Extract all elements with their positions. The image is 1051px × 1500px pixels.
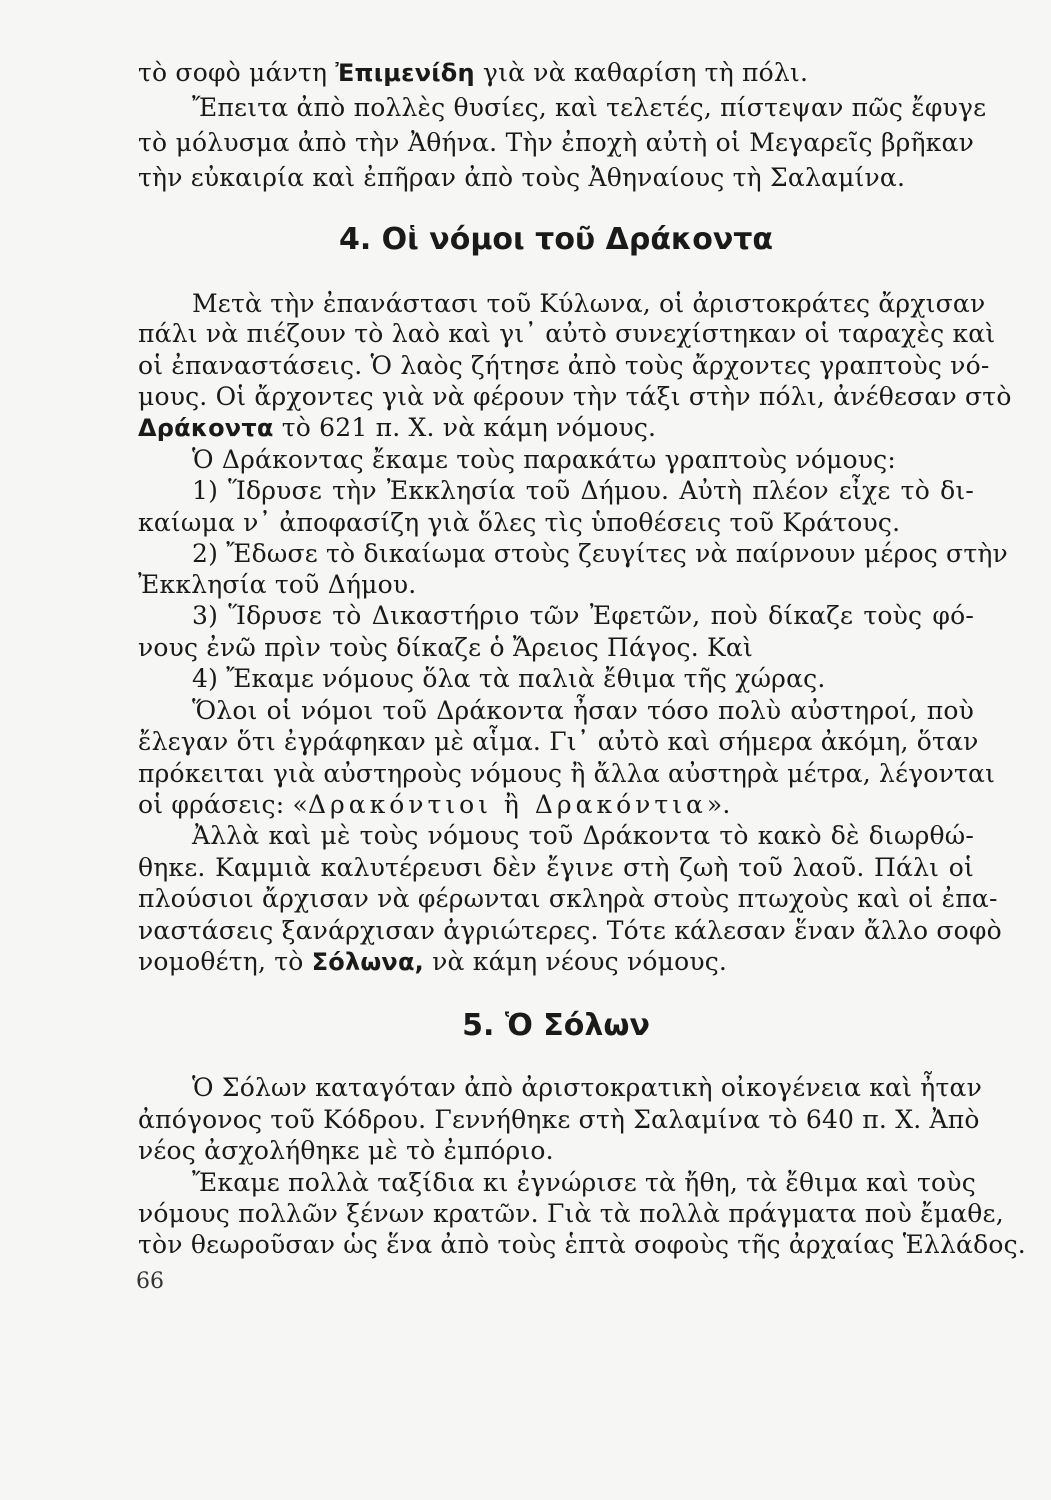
- list-item: 1) Ἵδρυσε τὴν Ἐκκλησία τοῦ Δήμου. Αὐτὴ πλέον εἶχε τὸ δι-: [192, 476, 974, 505]
- text-line: [138, 411, 974, 445]
- text-line: τὴν εὐκαιρία καὶ ἐπῆραν ἀπὸ τοὺς Ἀθηναίους τὴ Σαλαμίνα.: [138, 163, 906, 192]
- bold-name: Ἐπιμενίδη: [335, 59, 475, 87]
- text-line: νους ἐνῶ πρὶν τοὺς δίκαζε ὁ Ἄρειος Πάγος. Καὶ: [138, 633, 753, 662]
- text-line: [138, 56, 974, 90]
- text-line: πάλι νὰ πιέζουν τὸ λαὸ καὶ γι᾿ αὐτὸ συνεχίστηκαν οἱ ταραχὲς καὶ: [138, 319, 996, 348]
- text-line: Ἔπειτα ἀπὸ πολλὲς θυσίες, καὶ τελετές, πίστεψαν πῶς ἔφυγε: [192, 93, 987, 122]
- text-span: τὸ σοφὸ μάντη: [138, 58, 336, 87]
- text-span: γιὰ νὰ καθαρίση τὴ πόλι.: [474, 58, 809, 87]
- text-span: νομοθέτη, τὸ: [138, 947, 312, 976]
- text-line: ἀπόγονος τοῦ Κόδρου. Γεννήθηκε στὴ Σαλαμίνα τὸ 640 π. Χ. Ἀπὸ: [138, 1105, 980, 1134]
- text-line: νόμους πολλῶν ξένων κρατῶν. Γιὰ τὰ πολλὰ πράγματα ποὺ ἔμαθε,: [138, 1199, 1004, 1228]
- text-line: ἔλεγαν ὅτι ἐγράφηκαν μὲ αἷμα. Γι᾿ αὐτὸ καὶ σήμερα ἀκόμη, ὅταν: [138, 727, 979, 756]
- page-number: 66: [136, 1269, 164, 1294]
- section-heading: 5. Ὁ Σόλων: [462, 1008, 650, 1043]
- text-line: καίωμα ν᾿ ἀποφασίζη γιὰ ὅλες τὶς ὑποθέσεις τοῦ Κράτους.: [138, 508, 901, 537]
- text-line: [138, 945, 974, 979]
- text-line: Ἀλλὰ καὶ μὲ τοὺς νόμους τοῦ Δράκοντα τὸ κακὸ δὲ διωρθώ-: [192, 821, 974, 850]
- text-span: ».: [706, 790, 731, 819]
- text-line: ναστάσεις ξανάρχισαν ἀγριώτερες. Τότε κάλεσαν ἕναν ἄλλο σοφὸ: [138, 916, 1002, 945]
- text-span: τὸ 621 π. Χ. νὰ κάμη νόμους.: [273, 413, 657, 442]
- text-line: πρόκειται γιὰ αὐστηροὺς νόμους ἢ ἄλλα αὐστηρὰ μέτρα, λέγονται: [138, 759, 996, 788]
- list-item: 2) Ἔδωσε τὸ δικαίωμα στοὺς ζευγίτες νὰ παίρνουν μέρος στὴν: [192, 539, 1008, 568]
- text-line: τὸ μόλυσμα ἀπὸ τὴν Ἀθήνα. Τὴν ἐποχὴ αὐτὴ οἱ Μεγαρεῖς βρῆκαν: [138, 128, 974, 157]
- text-line: Ὁ Σόλων καταγόταν ἀπὸ ἀριστοκρατικὴ οἰκογένεια καὶ ἦταν: [192, 1073, 982, 1102]
- section-heading: 4. Οἱ νόμοι τοῦ Δράκοντα: [338, 222, 774, 257]
- spaced-phrase: Δρακόντιοι ἢ Δρακόντια: [307, 790, 707, 819]
- text-span: οἱ φράσεις: «: [138, 790, 308, 819]
- bold-name: Δράκοντα: [138, 414, 274, 442]
- text-line: θηκε. Καμμιὰ καλυτέρευσι δὲν ἔγινε στὴ ζωὴ τοῦ λαοῦ. Πάλι οἱ: [138, 853, 974, 882]
- text-line: Ὅλοι οἱ νόμοι τοῦ Δράκοντα ἦσαν τόσο πολὺ αὐστηροί, ποὺ: [192, 696, 974, 725]
- list-item: 4) Ἔκαμε νόμους ὅλα τὰ παλιὰ ἔθιμα τῆς χώρας.: [192, 664, 826, 693]
- text-line: Μετὰ τὴν ἐπανάστασι τοῦ Κύλωνα, οἱ ἀριστοκράτες ἄρχισαν: [192, 289, 986, 318]
- text-line: πλούσιοι ἄρχισαν νὰ φέρωνται σκληρὰ στοὺς πτωχοὺς καὶ οἱ ἐπα-: [138, 884, 998, 913]
- text-line: Ἔκαμε πολλὰ ταξίδια κι ἐγνώρισε τὰ ἤθη, τὰ ἔθιμα καὶ τοὺς: [192, 1168, 976, 1197]
- list-item: 3) Ἵδρυσε τὸ Δικαστήριο τῶν Ἐφετῶν, ποὺ δίκαζε τοὺς φό-: [192, 601, 974, 630]
- text-line: νέος ἀσχολήθηκε μὲ τὸ ἐμπόριο.: [138, 1136, 554, 1165]
- text-line: Ἐκκλησία τοῦ Δήμου.: [138, 570, 417, 599]
- text-line: Ὁ Δράκοντας ἔκαμε τοὺς παρακάτω γραπτοὺς νόμους:: [192, 445, 897, 474]
- text-span: νὰ κάμη νέους νόμους.: [423, 947, 728, 976]
- text-line: τὸν θεωροῦσαν ὡς ἕνα ἀπὸ τοὺς ἑπτὰ σοφοὺς τῆς ἀρχαίας Ἑλλάδος.: [138, 1230, 1026, 1259]
- text-line: μους. Οἱ ἄρχοντες γιὰ νὰ φέρουν τὴν τάξι στὴν πόλι, ἀνέθεσαν στὸ: [138, 382, 1012, 411]
- text-line: [138, 788, 974, 822]
- text-line: οἱ ἐπαναστάσεις. Ὁ λαὸς ζήτησε ἀπὸ τοὺς ἄρχοντες γραπτοὺς νό-: [138, 351, 990, 380]
- bold-name: Σόλωνα,: [311, 948, 424, 976]
